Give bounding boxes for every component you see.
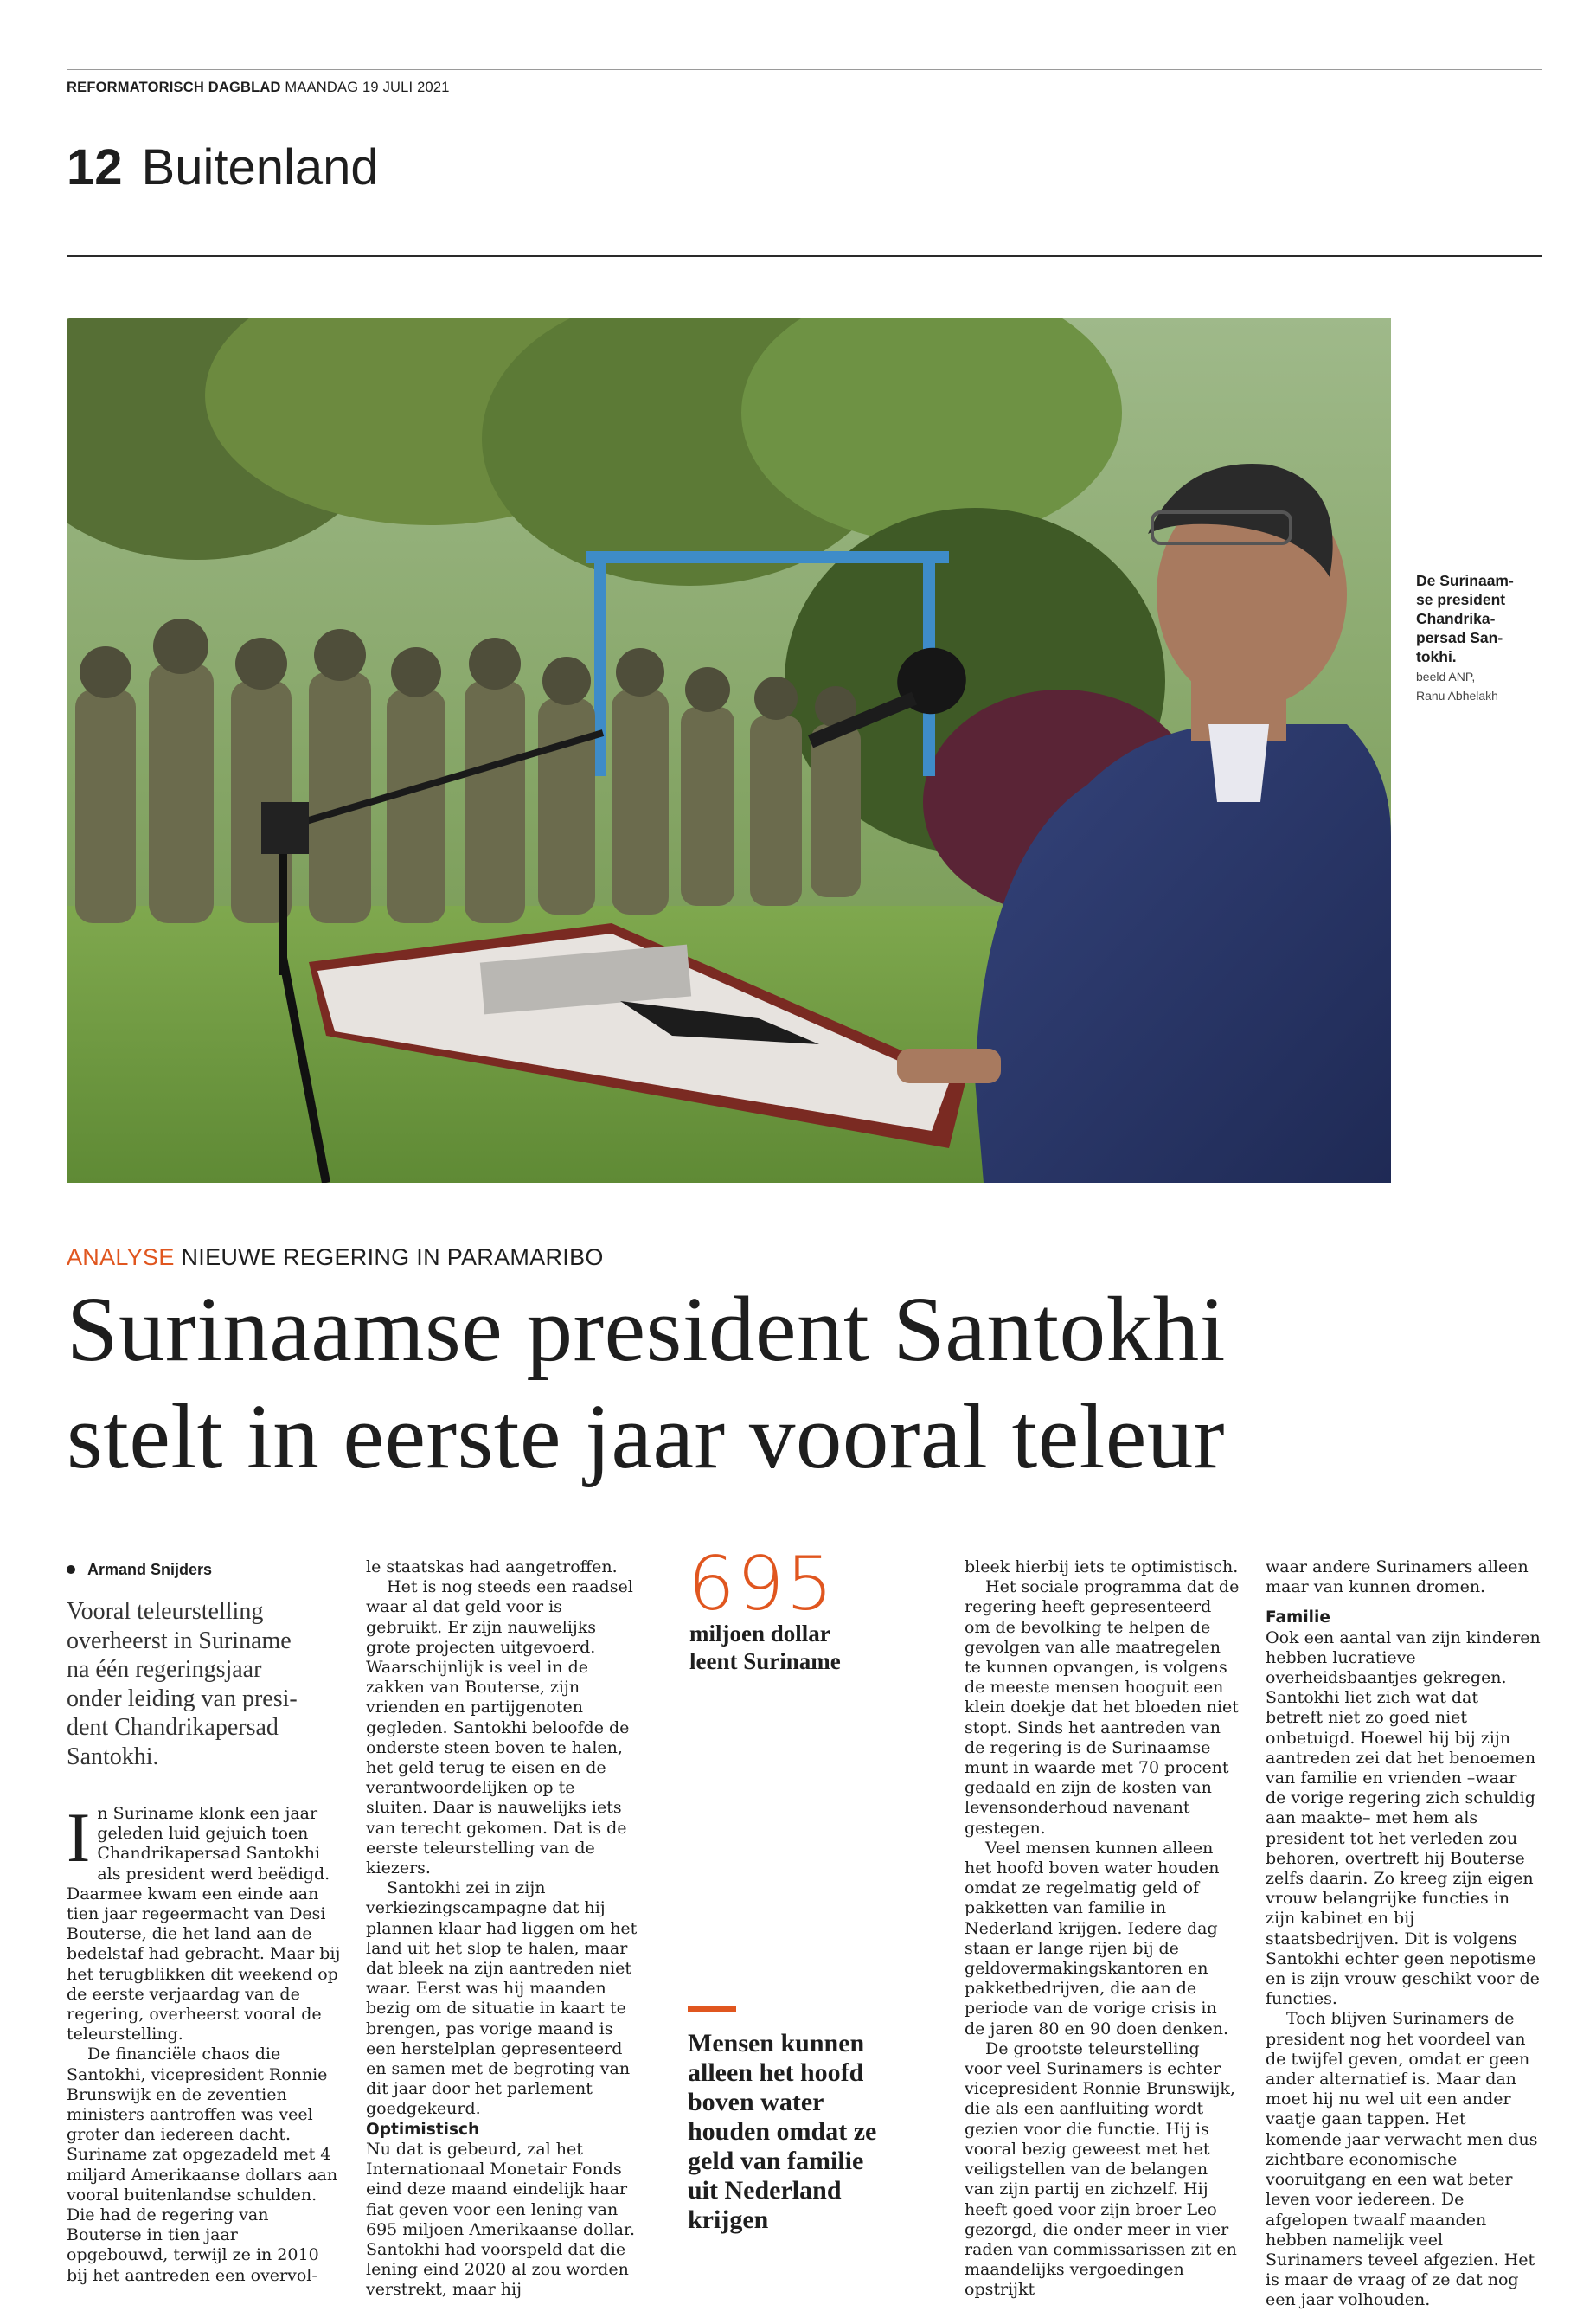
subheading-familie: Familie (1266, 1608, 1330, 1627)
top-rule (67, 69, 1542, 70)
intro-paragraph (67, 1597, 343, 1771)
publication-name: REFORMATORISCH DAGBLAD (67, 80, 281, 95)
body-paragraph: waar andere Surinamers alleen maar van kunnen dromen. (1266, 1557, 1529, 1597)
page-number: 12 (67, 139, 123, 196)
body-paragraph: Nu dat is gebeurd, zal het Internationaal Monetair Fonds eind deze maand eindelijk haar fiat geven voor een lening van 695 miljoen Amerikaanse dollar. Santokhi had voorspeld dat die lening eind 2020 al zou worden verstrekt, maar hij (366, 2139, 636, 2300)
body-paragraph: Ook een aantal van zijn kinderen hebben lucratieve overheidsbaantjes gekregen. Santokhi liet zich wat dat betreft niet zo goed niet onbetuigd. Hoewel hij bij zijn aantreden zei dat het benoemen van familie en vrienden –waar de vorige regering zich schuldig aan maakte– met hem als president tot het verleden zou behoren, overtreft hij Bouterse zelfs daarin. Zo kreeg zijn eigen vrouw belangrijke functies in zijn kabinet en bij staatsbedrijven. Dit is volgens Santokhi echter geen nepotisme en is zijn vrouw geschikt voor de functies. (1266, 1627, 1541, 2009)
intro-line: onder leiding van presi- (67, 1685, 298, 1712)
intro-line: overheerst in Suriname (67, 1627, 292, 1654)
body-paragraph: Toch blijven Surinamers de president nog het voordeel van de twijfel geven, omdat er geen ander alternatief is. Maar dan moet hij nu wel uit een ander vaatje gaan tappen. Het komende jaar verwacht men dus zichtbare economische vooruitgang en een wat beter leven voor iedereen. De afgelopen twaalf maanden hebben namelijk veel Surinamers teveel afgezien. Het is maar de vraag of ze dat nog een jaar volhouden. (1266, 2009, 1538, 2310)
headline-line-2: stelt in eerste jaar vooral teleur (67, 1386, 1226, 1488)
photo-illustration (67, 318, 1391, 1183)
body-column-1 (67, 1798, 343, 2286)
body-column-2 (366, 1557, 641, 2301)
intro-line: dent Chandrikapersad (67, 1714, 279, 1741)
byline-author: Armand Snijders (87, 1561, 213, 1578)
kicker-topic: NIEUWE REGERING IN PARAMARIBO (181, 1244, 604, 1270)
masthead (67, 80, 450, 96)
body-paragraph: Het is nog steeds een raadsel waar al dat geld voor is gebruikt. Er zijn nauwelijks grote projecten uitgevoerd. Waarschijnlijk is veel in de zakken van Bouterse, zijn vrienden en partijgenoten gegleden. Santokhi beloofde de onderste steen boven te halen, het geld terug te eisen en de verantwoordelijken op te sluiten. Daar is nauwelijks iets van terecht gekomen. Dat is de eerste teleurstelling van de kiezers. (366, 1577, 633, 1878)
byline (67, 1561, 212, 1579)
intro-line: Vooral teleurstelling (67, 1598, 264, 1625)
body-paragraph: Veel mensen kunnen alleen het hoofd boven water houden omdat ze regelmatig geld of pakketten van familie in Nederland krijgen. Iedere dag staan er lange rijen bij de geldovermakingskantoren en pakketbedrijven, die aan de periode van de vorige crisis in de jaren 80 en 90 doen denken. (965, 1838, 1229, 2038)
photo-caption (1416, 571, 1546, 704)
stat-number: 695 (688, 1541, 836, 1627)
body-paragraph: Santokhi zei in zijn verkiezingscampagne dat hij plannen klaar had liggen om het land uit het slop te halen, maar dat bleek na zijn aantreden niet waar. Eerst was hij maanden bezig om de situatie in kaart te brengen, pas vorige maand is een herstelplan gepresenteerd en samen met de begroting van dit jaar door het parlement goedgekeurd. (366, 1878, 638, 2119)
body-paragraph: bleek hierbij iets te optimistisch. (965, 1557, 1239, 1576)
stat-label: miljoen dollar leent Suriname (689, 1621, 841, 1674)
article-photo (67, 318, 1391, 1183)
headline (67, 1276, 1537, 1491)
body-paragraph: De grootste teleurstelling voor veel Surinamers is echter vicepresident Ronnie Brunswijk, die als een aanfluiting wordt gezien voor die functie. Hij is vooral bezig geweest met het veiligstellen van de belangen van zijn partij en zichzelf. Hij heeft goed voor zijn broer Leo gezorgd, die onder meer in vier raden van commissarissen zit en maandelijks vergoedingen opstrijkt (965, 2038, 1237, 2300)
caption-text: De Surinaam- se president Chandrika- persad San- tokhi. (1416, 572, 1514, 665)
kicker (67, 1244, 604, 1271)
publication-date: MAANDAG 19 JULI 2021 (285, 80, 450, 95)
drop-cap: I (67, 1798, 91, 1877)
section-rule (67, 255, 1542, 257)
byline-bullet-icon (67, 1565, 75, 1574)
body-column-4 (965, 1557, 1240, 2301)
pull-quote: Mensen kunnen alleen het hoofd boven water houden omdat ze geld van familie uit Nederland krijgen (688, 2029, 877, 2234)
body-paragraph: n Suriname klonk een jaar geleden luid gejuich toen Chandrikapersad Santokhi als president werd beëdigd. Daarmee kwam een einde aan tien jaar regeermacht van Desi Bouterse, die het land aan de bedelstaf had gebracht. Maar bij het terugblikken dit weekend op de eerste verjaardag van de regering, overheerst vooral de teleurstelling. (67, 1804, 341, 2045)
spacer (1266, 1597, 1541, 1608)
intro-line: na één regeringsjaar (67, 1656, 262, 1683)
body-paragraph: Het sociale programma dat de regering heeft gepresenteerd om de bevolking te helpen de gevolgen van alle maatregelen te kunnen opvangen, is volgens de meeste mensen hooguit een klein doekje dat het bloeden niet stopt. Sinds het aantreden van de regering is de Surinaamse munt in waarde met 70 procent gedaald en zijn de kosten van levensonderhoud navenant gestegen. (965, 1577, 1240, 1838)
headline-line-1: Surinaamse president Santokhi (67, 1279, 1226, 1381)
section-header (67, 138, 379, 196)
kicker-label: ANALYSE (67, 1244, 175, 1270)
photo-credit: beeld ANP, Ranu Abhelakh (1416, 670, 1498, 703)
body-paragraph: De financiële chaos die Santokhi, vicepresident Ronnie Brunswijk en de zeventien ministers aantroffen was veel groter dan iedereen dacht. Suriname zat opgezadeld met 4 miljard Amerikaanse dollars aan vooral buitenlandse schulden. Die had de regering van Bouterse in tien jaar opgebouwd, terwijl ze in 2010 bij het aantreden een overvol- (67, 2045, 338, 2285)
quote-accent-bar (688, 2006, 736, 2012)
body-column-5 (1266, 1557, 1541, 2311)
intro-line: Santokhi. (67, 1743, 159, 1770)
body-paragraph: le staatskas had aangetroffen. (366, 1557, 618, 1576)
subheading-optimistisch: Optimistisch (366, 2120, 480, 2139)
section-title: Buitenland (141, 139, 379, 196)
